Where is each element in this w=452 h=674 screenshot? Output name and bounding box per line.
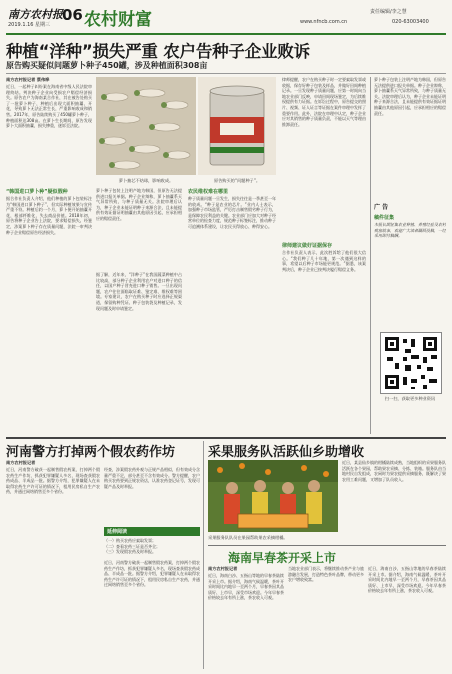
- extended-reading-title: 延伸阅读: [104, 527, 200, 536]
- list-item: （二）查看农药三证是否齐全；: [104, 543, 160, 549]
- bottom-column-divider: [203, 441, 204, 669]
- lead-subtitle-2: 农民维权难在哪里: [188, 189, 229, 195]
- bottom-right-headline: 采果服务队活跃仙乡助增收: [208, 445, 365, 460]
- harvest-photo-illustration: [208, 460, 338, 532]
- extended-reading-list: [104, 538, 200, 555]
- paper-logo: 南方农村报: [8, 8, 63, 21]
- lead-subhead-rule: [6, 73, 446, 74]
- bottom-left-body-2: 经查，涉案假农药外观与正规产品相似，但有效成分含量严重不足，部分甚至不含有效成分。警方提醒，农户购买农药要到正规农资店，认准农药登记证号，发现可疑产品及时举报。: [104, 467, 200, 489]
- bottom-left-body-3: 近日，河南警方破获一起制售假农药案，打掉两个假农药生产作坊，抓获犯罪嫌疑人多名，现场查获假农药成品、半成品一批。据警方介绍，犯罪嫌疑人在未取得农药生产许可证的情况下，租用民房私自生产农药，并通过网络销售至多个省份。: [104, 560, 200, 588]
- bottom-left-byline: 南方农村报记者: [6, 460, 36, 465]
- list-item: （一）购买农药应索取发票；: [104, 538, 156, 543]
- hotline: 020-63003400: [392, 19, 429, 25]
- list-item: （三）发现假农药及时举报。: [104, 549, 156, 555]
- tea-headline: 海南早春茶开采上市: [228, 551, 337, 565]
- lead-body-col4: 合作社负责人表示，此次胜诉给了他们很大信心。“我们种了几十年地，第一次遇到这样的事，希望以后种子市场能更规范。”据悉，该案判决后，种子企业已按判决履行赔偿义务。: [282, 250, 366, 272]
- lead-body-col1b: 据合作社负责人介绍，他们种植的萝卜包装标注为“韩国进口萝卜种子”，但实际种植效果与宣传严重不符。种植后约一个月，萝卜便开始抽薹开花，根部纤维化，失去商品价值。2018年初，原告将种子企业告上法院，要求赔偿损失。经鉴定，涉案萝卜种子存在质量问题，法院一审判决种子企业赔偿原告经济损失。: [6, 196, 92, 235]
- masthead: [0, 0, 452, 34]
- lead-body-col3b-a: 律师提醒，农户在购买种子时一定要索取发票或收据，保存好种子包装及样品，并做好田间种植记录。一旦发现种子质量问题，应第一时间向当地农业部门反映，申请田间现场鉴定，为后续维权提供有力证据。在诉讼过程中，原告提交的照片、视频、证人证言等证据在案件审理中发挥了重要作用。此外，法院在审理中认定，种子企业应对其销售的种子质量负责，不能以天气等理由推卸责任。: [282, 77, 366, 127]
- bottom-right-rule: [208, 545, 446, 546]
- lead-body-col2: 萝卜种子包装上注明产地为韩国，但原告无法提供进口报关单据。种子企业辩称，萝卜抽薹系天气异常所致，与种子质量无关。法院审理后认为，种子企业未能证明种子来源合法，且未能提供有效证据证明抽薹由其他原因引起，应承担相应的赔偿责任。: [96, 188, 182, 221]
- tea-body-2: 当地农业部门表示，将继续推动茶产业与旅游融合发展，打造特色茶叶品牌，带动更多农户增收致富。: [288, 566, 364, 583]
- radish-photo-illustration: [96, 77, 196, 175]
- lead-headline: 种植“洋种”损失严重 农户告种子企业败诉: [6, 42, 310, 61]
- editor-line: 责任编辑/李之慧: [370, 9, 407, 15]
- issue-date: 2019.1.16 星期三: [8, 22, 51, 28]
- seed-can-photo: [198, 77, 276, 175]
- bottom-left-headline: 河南警方打掉两个假农药作坊: [6, 445, 176, 460]
- lead-subtitle-1: “韩国进口萝卜种”疑似假种: [6, 189, 68, 195]
- lead-byline: 南方农村报记者 蔡伟桦: [6, 77, 50, 82]
- qr-code-icon: [381, 333, 441, 393]
- tea-byline: 南方农村报记者: [208, 566, 238, 571]
- tea-body-1: 近日，海南白沙、五指山等地的早春茶陆续开采上市。据介绍，海南气候温暖，茶叶开采时间比内地早一至两个月，早春茶因其品质好、上市早，深受市场欢迎。今年早春茶价格较去年有所上涨，茶农收入可观。: [208, 573, 284, 601]
- qr-caption: 扫一扫，获取更多种业资讯: [384, 396, 436, 401]
- lead-bottom-rule: [6, 437, 446, 439]
- qr-code[interactable]: [380, 332, 442, 394]
- lead-body-col2b: 据了解，近年来，“洋种子”在我国蔬菜种植中占比较高，部分种子企业利用农户对进口种子的信任，以国产种子冒充进口种子销售。一旦出现问题，农户往往面临取证难、鉴定难、维权难等困境。专家建议，农户在购买种子时应选择正规渠道，保留购种凭证、种子包装袋及种植记录，发现问题及时申请鉴定。: [96, 272, 182, 311]
- harvest-team-photo: [208, 460, 338, 532]
- website: www.nfncb.com.cn: [300, 19, 348, 25]
- section-title: 农村财富: [84, 10, 152, 30]
- masthead-rule: [6, 33, 446, 35]
- bottom-right-body: 近日，某县仙乡镇的柑橘陆续成熟，当地组织的采果服务队活跃在各个果园，帮助果农采摘、分拣、装箱。服务队由当地村民自发组成，农闲时为果农提供采摘服务，既解决了果农用工难问题，又增加了队员收入。: [342, 460, 446, 482]
- ad-body: 本报长期征集农业种植、养殖经验及农村致富故事，欢迎广大读者踊跃投稿，一经采用即付稿酬。: [374, 222, 446, 239]
- lead-body-col1: 近日，一起种子纠纷案在海南省中级人民法院审理终结。判决种子企业向受损农户赔偿经济损失。原告农户为海南某合作社，其在被告处购买了一批萝卜种子，种植后出现大面积抽薹、开花，导致萝卜无法正常生长，严重影响收成和销售。2017年，原告陆续购买了450罐萝卜种子，种植面积达308亩。在萝卜生长期间，原告发现萝卜大面积抽薹，损失惨重，遂诉至法院。: [6, 84, 92, 129]
- page-number: 06: [62, 6, 83, 24]
- seed-can-illustration: [198, 77, 276, 175]
- lead-body-col3: 种子质量问题一旦发生，损失往往是一季甚至一年的收成。“种子是农业的芯片。”业内人士表示，加强种子市场监管，严厉打击制售假劣种子行为，是保障农民利益的关键。农业部门应加大对种子经营单位的检查力度，规范种子标签标注，推动种子可追溯体系建设，让农民买得放心、种得安心。: [188, 196, 276, 229]
- ad-title: 广 告: [374, 204, 389, 211]
- sidebar-divider: [370, 77, 371, 434]
- harvest-photo-caption: 采果服务队队员在果园帮助果农采摘柑橘。: [208, 535, 288, 540]
- sidebar-body: 萝卜种子包装上注明产地为韩国，但原告无法提供进口报关单据。种子企业辩称，萝卜抽薹系天气异常所致，与种子质量无关。法院审理后认为，种子企业未能证明种子来源合法，且未能提供有效证据证明抽薹由其他原因引起，应承担相应的赔偿责任。: [374, 77, 446, 116]
- bottom-left-body-1: 近日，河南警方破获一起制售假农药案，打掉两个假农药生产作坊，抓获犯罪嫌疑人多名，现场查获假农药成品、半成品一批。据警方介绍，犯罪嫌疑人在未取得农药生产许可证的情况下，租用民房私自生产农药，并通过网络销售至多个省份。: [6, 467, 100, 495]
- lead-subtitle-3: 律师建议做好证据保存: [282, 243, 333, 249]
- lead-subhead: 原告购买疑似问题萝卜种子450罐，涉及种植面积308亩: [6, 61, 208, 70]
- photo2-caption: 原告购买的“问题种子”。: [213, 178, 261, 183]
- photo1-caption: 萝卜抽芯不结球，影响收成。: [118, 178, 174, 183]
- tea-body-3: 近日，海南白沙、五指山等地的早春茶陆续开采上市。据介绍，海南气候温暖，茶叶开采时间比内地早一至两个月，早春茶因其品质好、上市早，深受市场欢迎。今年早春茶价格较去年有所上涨，茶农收入可观。: [368, 566, 446, 594]
- radish-field-photo: [96, 77, 196, 175]
- ad-subtitle: 稿件征集: [374, 215, 395, 221]
